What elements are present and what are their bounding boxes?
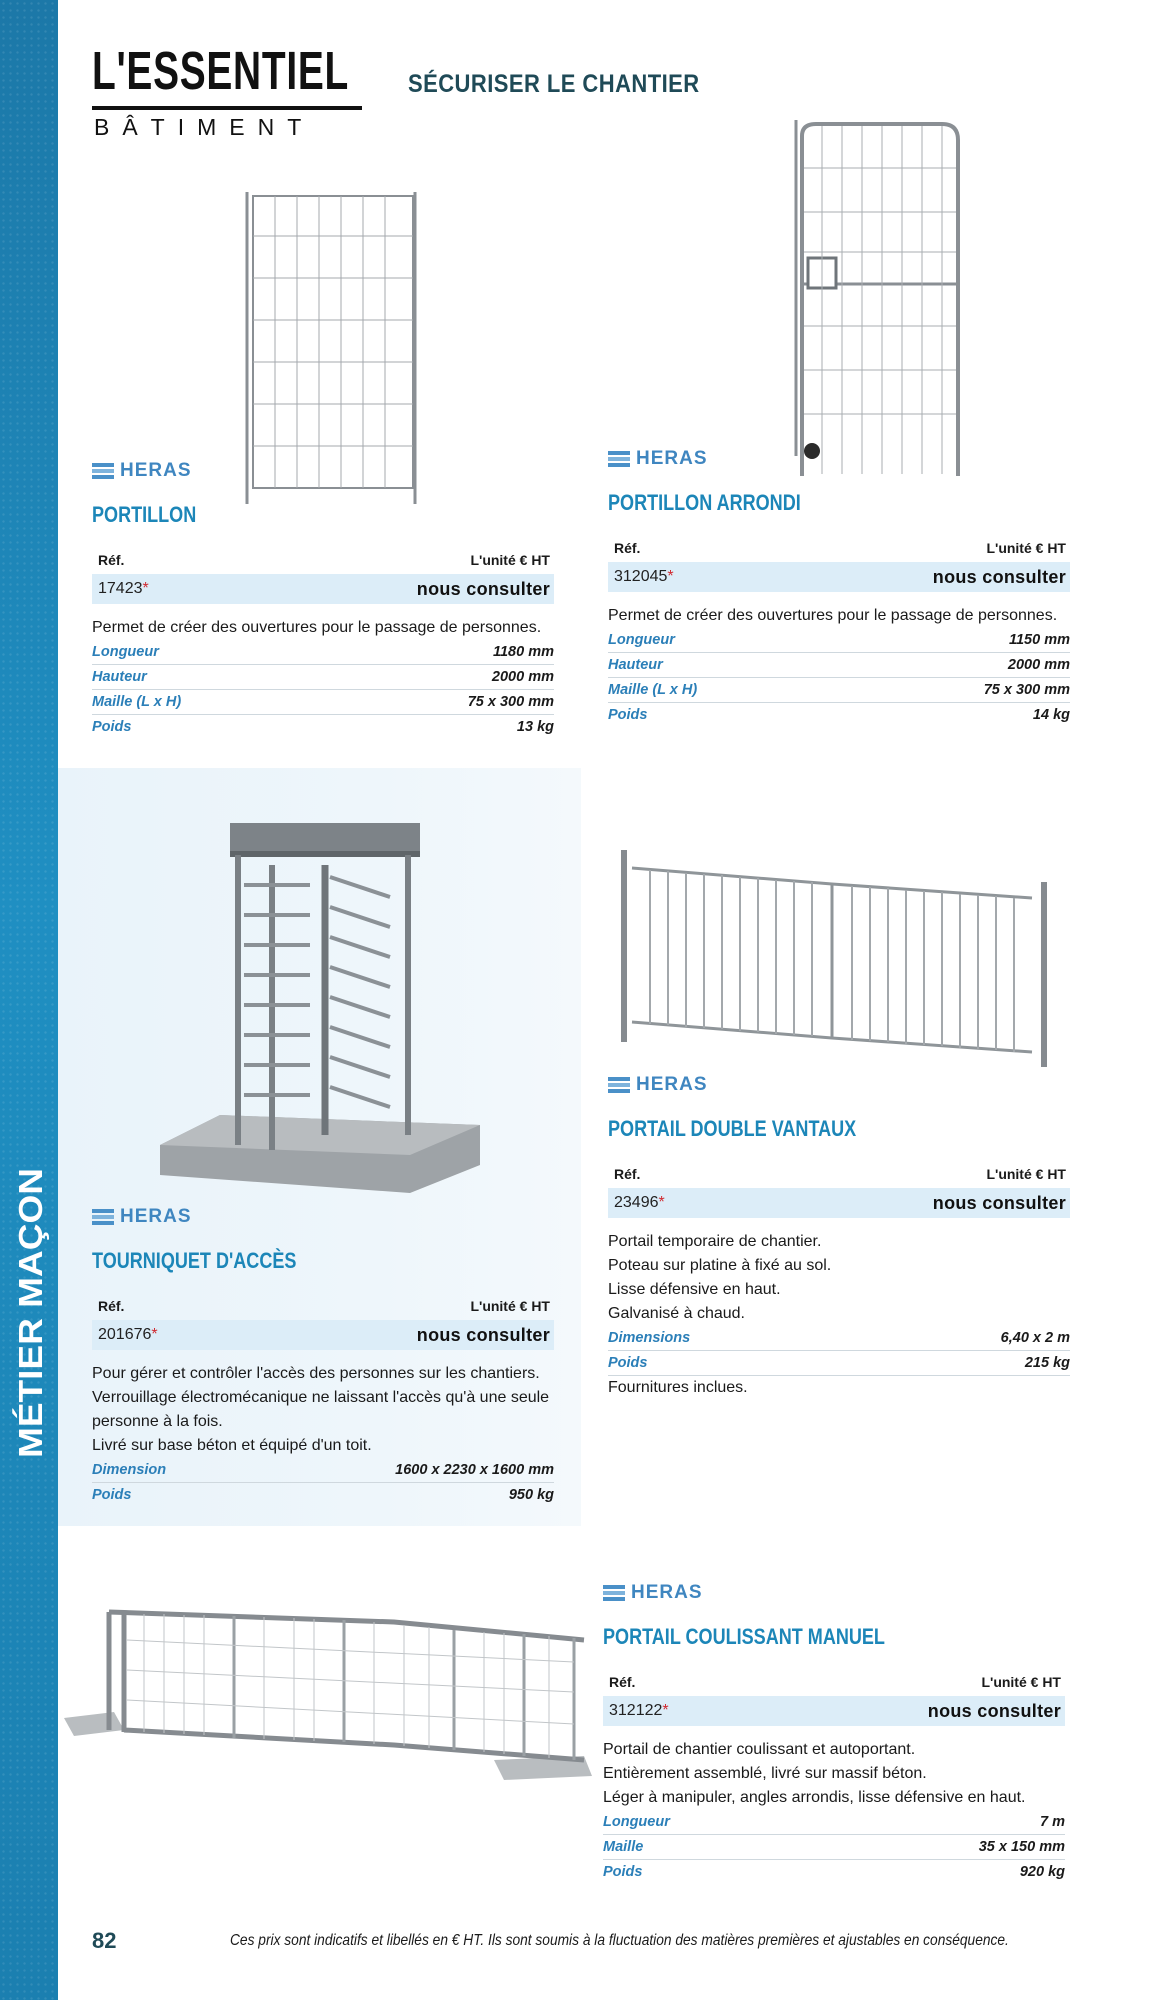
spec-row: Maille 35 x 150 mm: [603, 1835, 1065, 1860]
spec-row: Poids 14 kg: [608, 707, 1070, 723]
description-line: Portail de chantier coulissant et autoportant.: [603, 1741, 916, 1758]
spec-row: Poids 950 kg: [92, 1487, 554, 1503]
description-line: Livré sur base béton et équipé d'un toit.: [92, 1437, 372, 1454]
ref-label: Réf.: [614, 1166, 641, 1182]
portail-double-vantaux-image: [612, 842, 1057, 1072]
side-label-text: MÉTIER MAÇON: [12, 1199, 49, 1458]
brand-name: HERAS: [120, 460, 192, 481]
spec-row: Longueur 7 m: [603, 1810, 1065, 1835]
price-row: [92, 1320, 554, 1350]
price-disclaimer: Ces prix sont indicatifs et libellés en € HT. Ils sont soumis à la fluctuation des matières premières et ajustables en conséquence.: [230, 1932, 1009, 1949]
price-header: [608, 532, 1070, 556]
description: [92, 616, 554, 640]
spec-row: Dimension 1600 x 2230 x 1600 mm: [92, 1458, 554, 1483]
portail-coulissant-image: [64, 1600, 594, 1780]
price-row: [608, 562, 1070, 592]
brand-name: HERAS: [631, 1582, 703, 1603]
ref-label: Réf.: [98, 1298, 125, 1314]
price: nous consulter: [416, 1324, 550, 1345]
spec-row: Dimensions 6,40 x 2 m: [608, 1326, 1070, 1351]
tourniquet-image: [160, 815, 490, 1195]
reference: 312045*: [614, 568, 674, 585]
brand-logo: [92, 41, 362, 140]
unit-label: L'unité € HT: [986, 1166, 1066, 1182]
logo-underline: [92, 106, 362, 110]
heras-logo-icon: [608, 1077, 630, 1093]
description-line: Permet de créer des ouvertures pour le passage de personnes.: [92, 619, 542, 636]
description-line: Lisse défensive en haut.: [608, 1281, 781, 1298]
product-title: PORTILLON ARRONDI: [608, 490, 801, 515]
description-line: Poteau sur platine à fixé au sol.: [608, 1257, 832, 1274]
brand: [608, 448, 1070, 470]
description: [92, 1362, 554, 1458]
price-row: [608, 1188, 1070, 1218]
price: nous consulter: [927, 1700, 1061, 1721]
side-label: [6, 1160, 52, 1460]
heras-logo-icon: [603, 1585, 625, 1601]
description-line: Verrouillage électromécanique ne laissant l'accès qu'à une seule personne à la fois.: [92, 1389, 550, 1430]
section-title: SÉCURISER LE CHANTIER: [408, 70, 700, 98]
side-band: [0, 0, 58, 2000]
spec-row: Longueur 1150 mm: [608, 628, 1070, 653]
description-line: Portail temporaire de chantier.: [608, 1233, 822, 1250]
brand-name: HERAS: [120, 1206, 192, 1227]
spec-row: Hauteur 2000 mm: [92, 665, 554, 690]
brand-name: HERAS: [636, 448, 708, 469]
portillon-arrondi-image: [792, 116, 972, 486]
heras-logo-icon: [608, 451, 630, 467]
brand-name: HERAS: [636, 1074, 708, 1095]
price-header: [608, 1158, 1070, 1182]
price: nous consulter: [932, 566, 1066, 587]
description-line: Permet de créer des ouvertures pour le passage de personnes.: [608, 607, 1058, 624]
spec-row: Hauteur 2000 mm: [608, 653, 1070, 678]
product-title: PORTAIL DOUBLE VANTAUX: [608, 1116, 857, 1141]
price-header: [92, 1290, 554, 1314]
logo-main-text: L'ESSENTIEL: [92, 41, 349, 101]
reference: 201676*: [98, 1326, 158, 1343]
heras-logo-icon: [92, 1209, 114, 1225]
brand: [92, 460, 554, 482]
spec-row: Poids 920 kg: [603, 1864, 1065, 1880]
logo-sub-text: BÂTIMENT: [94, 114, 315, 140]
product-portillon: [92, 460, 554, 740]
spec-row: Poids 215 kg: [608, 1351, 1070, 1376]
reference: 17423*: [98, 580, 149, 597]
reference: 23496*: [614, 1194, 665, 1211]
spec-row: Poids 13 kg: [92, 719, 554, 735]
product-title: TOURNIQUET D'ACCÈS: [92, 1248, 297, 1273]
description: [608, 1230, 1070, 1326]
unit-label: L'unité € HT: [986, 540, 1066, 556]
unit-label: L'unité € HT: [470, 552, 550, 568]
price-row: [603, 1696, 1065, 1726]
product-tourniquet: [92, 1206, 554, 1508]
price-header: [603, 1666, 1065, 1690]
description-line: Léger à manipuler, angles arrondis, lisse défensive en haut.: [603, 1789, 1026, 1806]
ref-label: Réf.: [614, 540, 641, 556]
product-portillon-arrondi: [608, 448, 1070, 728]
brand: [603, 1582, 1065, 1604]
product-title: PORTAIL COULISSANT MANUEL: [603, 1624, 885, 1649]
description-line: Galvanisé à chaud.: [608, 1305, 745, 1322]
page-number: 82: [92, 1928, 117, 1953]
unit-label: L'unité € HT: [981, 1674, 1061, 1690]
brand: [92, 1206, 554, 1228]
heras-logo-icon: [92, 463, 114, 479]
price: nous consulter: [416, 578, 550, 599]
product-portail-coulissant: [603, 1582, 1065, 1885]
unit-label: L'unité € HT: [470, 1298, 550, 1314]
description: [608, 604, 1070, 628]
description: [603, 1738, 1065, 1810]
price-row: [92, 574, 554, 604]
ref-label: Réf.: [609, 1674, 636, 1690]
description-line: Fournitures inclues.: [608, 1379, 748, 1396]
product-portail-double-vantaux: [608, 1074, 1070, 1400]
price: nous consulter: [932, 1192, 1066, 1213]
product-title: PORTILLON: [92, 502, 197, 527]
description-line: Pour gérer et contrôler l'accès des personnes sur les chantiers.: [92, 1365, 540, 1382]
ref-label: Réf.: [98, 552, 125, 568]
reference: 312122*: [609, 1702, 669, 1719]
price-header: [92, 544, 554, 568]
spec-row: Maille (L x H) 75 x 300 mm: [608, 678, 1070, 703]
spec-row: Longueur 1180 mm: [92, 640, 554, 665]
brand: [608, 1074, 1070, 1096]
description-line: Entièrement assemblé, livré sur massif béton.: [603, 1765, 927, 1782]
spec-row: Maille (L x H) 75 x 300 mm: [92, 690, 554, 715]
